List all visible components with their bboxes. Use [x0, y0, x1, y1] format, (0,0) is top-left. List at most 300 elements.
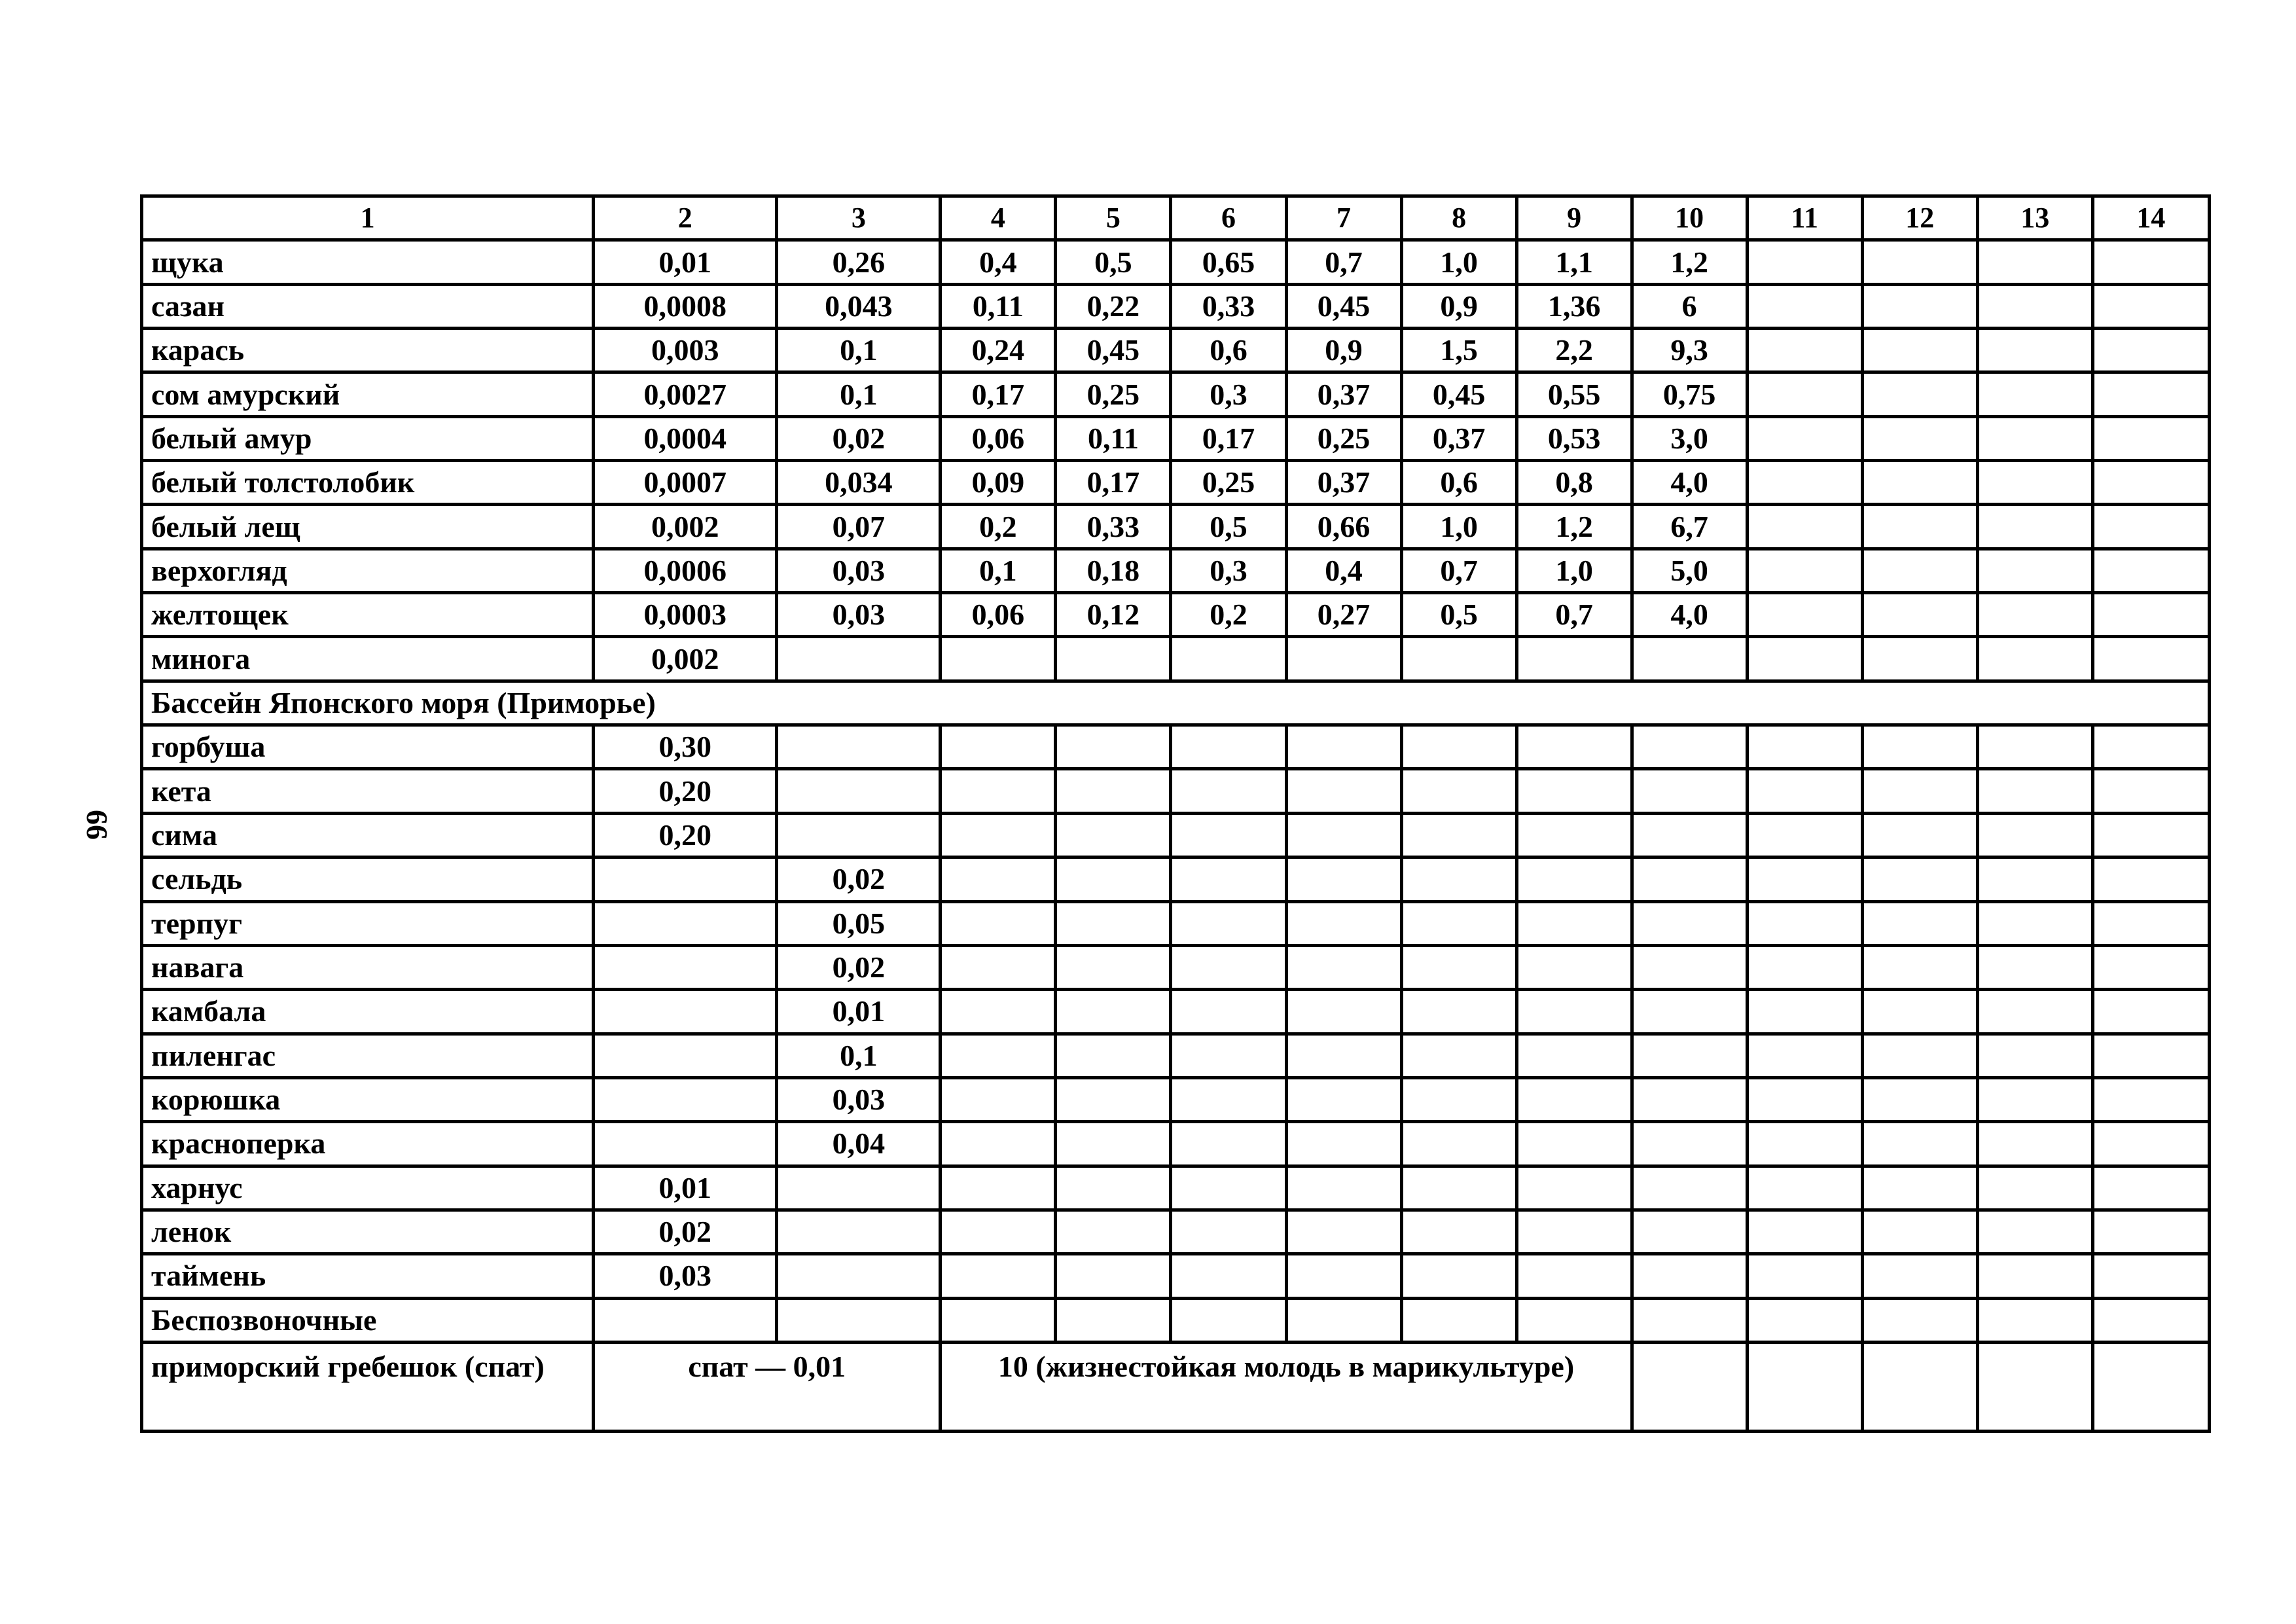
value-cell — [1286, 813, 1401, 857]
value-cell — [2092, 1034, 2209, 1077]
value-cell — [1171, 637, 1286, 681]
value-cell — [1171, 945, 1286, 989]
value-cell — [1747, 945, 1862, 989]
table-row — [142, 1298, 2210, 1342]
value-cell — [1977, 329, 2092, 372]
value-cell — [1286, 901, 1401, 945]
value-cell: 0,05 — [777, 901, 941, 945]
table-row — [142, 549, 2210, 592]
species-name: Беспозвоночные — [142, 1298, 594, 1342]
value-cell: 0,02 — [594, 1210, 777, 1254]
value-cell — [1862, 1342, 1977, 1431]
value-cell: 0,9 — [1286, 329, 1401, 372]
value-cell — [1977, 416, 2092, 460]
value-cell — [1862, 945, 1977, 989]
value-cell — [1977, 372, 2092, 416]
value-cell — [1632, 1122, 1747, 1166]
value-cell — [1977, 813, 2092, 857]
value-cell — [1516, 1122, 1632, 1166]
column-number: 14 — [2092, 196, 2209, 240]
value-cell — [1516, 1210, 1632, 1254]
table-row — [142, 1166, 2210, 1210]
value-cell — [2092, 329, 2209, 372]
value-cell: 0,25 — [1056, 372, 1171, 416]
value-cell: 0,02 — [777, 857, 941, 901]
value-cell: 0,7 — [1286, 240, 1401, 284]
note-cell: 10 (жизнестойкая молодь в марикультуре) — [941, 1342, 1632, 1431]
value-cell: 0,20 — [594, 769, 777, 813]
value-cell — [1171, 1166, 1286, 1210]
value-cell — [1747, 549, 1862, 592]
value-cell — [1056, 945, 1171, 989]
value-cell — [1977, 593, 2092, 637]
value-cell — [1977, 637, 2092, 681]
value-cell — [1862, 240, 1977, 284]
value-cell — [1171, 1122, 1286, 1166]
value-cell: 0,17 — [1056, 461, 1171, 505]
value-cell: 0,3 — [1171, 372, 1286, 416]
value-cell — [777, 813, 941, 857]
value-cell — [2092, 813, 2209, 857]
value-cell: 0,25 — [1286, 416, 1401, 460]
value-cell — [1286, 1254, 1401, 1298]
value-cell: 0,03 — [594, 1254, 777, 1298]
value-cell — [1401, 1210, 1516, 1254]
value-cell — [2092, 240, 2209, 284]
value-cell — [1977, 990, 2092, 1034]
species-name: красноперка — [142, 1122, 594, 1166]
value-cell — [1056, 990, 1171, 1034]
value-cell — [1862, 284, 1977, 328]
value-cell — [1056, 1210, 1171, 1254]
table-row — [142, 1210, 2210, 1254]
value-cell — [1171, 1210, 1286, 1254]
value-cell: 0,03 — [777, 549, 941, 592]
table-row — [142, 461, 2210, 505]
value-cell: 0,01 — [594, 1166, 777, 1210]
value-cell — [1862, 593, 1977, 637]
value-cell — [941, 857, 1056, 901]
value-cell — [1171, 1298, 1286, 1342]
value-cell: 0,75 — [1632, 372, 1747, 416]
value-cell — [1171, 769, 1286, 813]
value-cell — [2092, 1342, 2209, 1431]
value-cell — [2092, 461, 2209, 505]
value-cell: 0,33 — [1171, 284, 1286, 328]
value-cell — [1286, 1034, 1401, 1077]
value-cell: 0,18 — [1056, 549, 1171, 592]
value-cell — [1632, 1342, 1747, 1431]
value-cell — [1747, 813, 1862, 857]
value-cell: 0,0003 — [594, 593, 777, 637]
value-cell: 0,24 — [941, 329, 1056, 372]
value-cell — [1171, 1034, 1286, 1077]
column-number: 8 — [1401, 196, 1516, 240]
value-cell — [1516, 769, 1632, 813]
value-cell: 0,9 — [1401, 284, 1516, 328]
value-cell — [1171, 857, 1286, 901]
value-cell: 0,55 — [1516, 372, 1632, 416]
value-cell — [594, 857, 777, 901]
value-cell: 3,0 — [1632, 416, 1747, 460]
value-cell: 0,37 — [1286, 372, 1401, 416]
value-cell — [941, 1298, 1056, 1342]
value-cell — [2092, 725, 2209, 769]
value-cell — [594, 1077, 777, 1121]
value-cell — [1516, 1166, 1632, 1210]
value-cell: 2,2 — [1516, 329, 1632, 372]
species-name: карась — [142, 329, 594, 372]
value-cell — [594, 1034, 777, 1077]
value-cell — [1977, 284, 2092, 328]
value-cell — [1747, 505, 1862, 549]
value-cell: 6,7 — [1632, 505, 1747, 549]
species-name: терпуг — [142, 901, 594, 945]
value-cell — [594, 901, 777, 945]
value-cell: 0,5 — [1401, 593, 1516, 637]
table-row — [142, 725, 2210, 769]
value-cell — [1862, 990, 1977, 1034]
value-cell — [1747, 329, 1862, 372]
value-cell — [1401, 769, 1516, 813]
value-cell: 0,26 — [777, 240, 941, 284]
value-cell — [1747, 990, 1862, 1034]
value-cell: 1,36 — [1516, 284, 1632, 328]
value-cell — [1516, 1298, 1632, 1342]
table-row — [142, 1254, 2210, 1298]
value-cell — [1516, 990, 1632, 1034]
value-cell — [1747, 1166, 1862, 1210]
column-number: 5 — [1056, 196, 1171, 240]
value-cell: 4,0 — [1632, 593, 1747, 637]
value-cell — [1401, 1034, 1516, 1077]
value-cell: 1,5 — [1401, 329, 1516, 372]
value-cell — [1747, 593, 1862, 637]
table-row — [142, 1077, 2210, 1121]
value-cell — [1632, 1254, 1747, 1298]
value-cell: 0,66 — [1286, 505, 1401, 549]
value-cell — [1286, 857, 1401, 901]
value-cell: 4,0 — [1632, 461, 1747, 505]
value-cell — [1747, 1034, 1862, 1077]
value-cell — [1401, 1122, 1516, 1166]
value-cell — [1862, 1122, 1977, 1166]
value-cell: 0,03 — [777, 1077, 941, 1121]
value-cell — [777, 637, 941, 681]
value-cell — [1862, 769, 1977, 813]
value-cell — [1862, 1254, 1977, 1298]
value-cell — [1747, 372, 1862, 416]
value-cell: 0,27 — [1286, 593, 1401, 637]
value-cell — [2092, 1122, 2209, 1166]
value-cell — [1056, 1166, 1171, 1210]
value-cell — [1862, 461, 1977, 505]
value-cell — [1747, 1342, 1862, 1431]
value-cell: 0,0007 — [594, 461, 777, 505]
value-cell — [1401, 857, 1516, 901]
value-cell — [1977, 1254, 2092, 1298]
value-cell — [1401, 1077, 1516, 1121]
value-cell — [1056, 725, 1171, 769]
value-cell — [941, 901, 1056, 945]
value-cell — [2092, 372, 2209, 416]
value-cell — [1862, 329, 1977, 372]
table-row — [142, 769, 2210, 813]
value-cell — [1977, 461, 2092, 505]
value-cell — [941, 637, 1056, 681]
value-cell — [1977, 1298, 2092, 1342]
value-cell — [1516, 945, 1632, 989]
value-cell — [777, 725, 941, 769]
species-name: горбуша — [142, 725, 594, 769]
column-number: 11 — [1747, 196, 1862, 240]
value-cell — [2092, 549, 2209, 592]
table-body — [142, 196, 2210, 1432]
value-cell: 0,1 — [777, 1034, 941, 1077]
value-cell: 1,2 — [1516, 505, 1632, 549]
value-cell — [594, 1298, 777, 1342]
value-cell — [2092, 990, 2209, 1034]
value-cell — [1401, 1298, 1516, 1342]
value-cell — [1862, 813, 1977, 857]
value-cell — [1862, 725, 1977, 769]
value-cell — [2092, 1298, 2209, 1342]
value-cell: 0,4 — [1286, 549, 1401, 592]
value-cell — [1632, 725, 1747, 769]
value-cell: 0,0027 — [594, 372, 777, 416]
value-cell — [1286, 769, 1401, 813]
value-cell — [1977, 901, 2092, 945]
value-cell: 0,4 — [941, 240, 1056, 284]
value-cell — [1286, 1122, 1401, 1166]
value-cell — [1632, 769, 1747, 813]
table-row — [142, 416, 2210, 460]
value-cell: 0,02 — [777, 945, 941, 989]
value-cell — [1747, 1077, 1862, 1121]
value-cell — [1401, 813, 1516, 857]
value-cell: 5,0 — [1632, 549, 1747, 592]
column-numbers-row — [142, 196, 2210, 240]
value-cell — [1862, 505, 1977, 549]
species-name: харнус — [142, 1166, 594, 1210]
value-cell — [1171, 725, 1286, 769]
value-cell — [1862, 416, 1977, 460]
value-cell — [941, 1122, 1056, 1166]
value-cell: 0,7 — [1401, 549, 1516, 592]
table-row — [142, 372, 2210, 416]
value-cell — [1632, 1166, 1747, 1210]
value-cell — [1977, 1210, 2092, 1254]
value-cell — [1747, 901, 1862, 945]
value-cell — [1862, 1166, 1977, 1210]
table-row — [142, 505, 2210, 549]
value-cell: 0,12 — [1056, 593, 1171, 637]
species-name: навага — [142, 945, 594, 989]
value-cell: 0,37 — [1286, 461, 1401, 505]
spat-value: спат — 0,01 — [594, 1342, 941, 1431]
section-row — [142, 681, 2210, 725]
value-cell — [1401, 945, 1516, 989]
value-cell — [777, 1210, 941, 1254]
table-row — [142, 990, 2210, 1034]
table-row — [142, 1034, 2210, 1077]
page-number: 66 — [81, 810, 114, 840]
value-cell: 9,3 — [1632, 329, 1747, 372]
value-cell — [1862, 857, 1977, 901]
value-cell — [1171, 1254, 1286, 1298]
table-row — [142, 1342, 2210, 1431]
value-cell: 1,0 — [1401, 240, 1516, 284]
value-cell — [1056, 901, 1171, 945]
value-cell — [1286, 637, 1401, 681]
value-cell — [1516, 813, 1632, 857]
value-cell — [1977, 1166, 2092, 1210]
value-cell — [1056, 1298, 1171, 1342]
value-cell — [777, 769, 941, 813]
value-cell: 0,2 — [1171, 593, 1286, 637]
species-name: белый толстолобик — [142, 461, 594, 505]
value-cell — [941, 990, 1056, 1034]
value-cell: 0,0006 — [594, 549, 777, 592]
value-cell — [2092, 769, 2209, 813]
value-cell — [1632, 901, 1747, 945]
column-number: 10 — [1632, 196, 1747, 240]
value-cell: 0,01 — [594, 240, 777, 284]
species-name: пиленгас — [142, 1034, 594, 1077]
value-cell: 0,5 — [1056, 240, 1171, 284]
column-number: 2 — [594, 196, 777, 240]
value-cell: 0,3 — [1171, 549, 1286, 592]
value-cell — [1171, 1077, 1286, 1121]
value-cell — [1516, 1034, 1632, 1077]
value-cell — [1977, 1034, 2092, 1077]
value-cell: 0,1 — [777, 372, 941, 416]
value-cell — [1632, 1034, 1747, 1077]
column-number: 1 — [142, 196, 594, 240]
value-cell — [1977, 549, 2092, 592]
value-cell: 0,8 — [1516, 461, 1632, 505]
column-number: 7 — [1286, 196, 1401, 240]
value-cell: 0,003 — [594, 329, 777, 372]
table-row — [142, 813, 2210, 857]
value-cell — [1632, 945, 1747, 989]
value-cell: 0,2 — [941, 505, 1056, 549]
value-cell — [1286, 725, 1401, 769]
value-cell — [777, 1298, 941, 1342]
value-cell: 0,1 — [941, 549, 1056, 592]
value-cell — [1632, 857, 1747, 901]
value-cell: 0,25 — [1171, 461, 1286, 505]
value-cell — [941, 1166, 1056, 1210]
value-cell — [594, 945, 777, 989]
value-cell: 1,1 — [1516, 240, 1632, 284]
value-cell — [1286, 990, 1401, 1034]
value-cell — [1977, 725, 2092, 769]
value-cell — [1862, 372, 1977, 416]
species-name: минога — [142, 637, 594, 681]
value-cell — [1516, 1077, 1632, 1121]
value-cell — [1286, 945, 1401, 989]
value-cell — [1862, 1077, 1977, 1121]
column-number: 9 — [1516, 196, 1632, 240]
value-cell: 0,03 — [777, 593, 941, 637]
value-cell — [1286, 1210, 1401, 1254]
value-cell — [1401, 1166, 1516, 1210]
value-cell: 0,11 — [1056, 416, 1171, 460]
value-cell: 0,02 — [777, 416, 941, 460]
value-cell: 0,30 — [594, 725, 777, 769]
value-cell — [1747, 1254, 1862, 1298]
value-cell — [941, 1077, 1056, 1121]
column-number: 13 — [1977, 196, 2092, 240]
value-cell — [1286, 1166, 1401, 1210]
value-cell: 0,53 — [1516, 416, 1632, 460]
value-cell — [1056, 813, 1171, 857]
value-cell — [1056, 637, 1171, 681]
value-cell — [1747, 416, 1862, 460]
fish-data-table — [140, 194, 2211, 1433]
value-cell: 0,6 — [1171, 329, 1286, 372]
value-cell — [941, 725, 1056, 769]
value-cell: 6 — [1632, 284, 1747, 328]
value-cell — [1516, 637, 1632, 681]
value-cell: 1,0 — [1516, 549, 1632, 592]
value-cell: 0,034 — [777, 461, 941, 505]
value-cell — [1056, 857, 1171, 901]
value-cell: 0,002 — [594, 505, 777, 549]
value-cell — [1056, 1254, 1171, 1298]
value-cell — [1977, 769, 2092, 813]
value-cell — [1862, 901, 1977, 945]
value-cell — [777, 1166, 941, 1210]
species-name: кета — [142, 769, 594, 813]
value-cell — [941, 945, 1056, 989]
value-cell — [1171, 813, 1286, 857]
value-cell: 0,45 — [1401, 372, 1516, 416]
species-name: таймень — [142, 1254, 594, 1298]
value-cell — [1747, 240, 1862, 284]
species-name: сима — [142, 813, 594, 857]
species-name: желтощек — [142, 593, 594, 637]
value-cell — [1632, 1077, 1747, 1121]
species-name: приморский гребешок (спат) — [142, 1342, 594, 1431]
value-cell: 0,1 — [777, 329, 941, 372]
value-cell: 0,6 — [1401, 461, 1516, 505]
value-cell — [1401, 901, 1516, 945]
value-cell — [2092, 1210, 2209, 1254]
table-row — [142, 240, 2210, 284]
value-cell — [941, 813, 1056, 857]
value-cell — [1977, 505, 2092, 549]
value-cell — [1747, 857, 1862, 901]
value-cell: 0,33 — [1056, 505, 1171, 549]
value-cell — [1632, 1298, 1747, 1342]
value-cell: 0,07 — [777, 505, 941, 549]
value-cell — [1171, 990, 1286, 1034]
value-cell — [1862, 1210, 1977, 1254]
value-cell — [1401, 990, 1516, 1034]
table-row — [142, 329, 2210, 372]
species-name: щука — [142, 240, 594, 284]
value-cell — [1747, 1210, 1862, 1254]
species-name: верхогляд — [142, 549, 594, 592]
value-cell — [2092, 284, 2209, 328]
value-cell: 0,043 — [777, 284, 941, 328]
value-cell — [1516, 1254, 1632, 1298]
value-cell — [1747, 461, 1862, 505]
table-row — [142, 284, 2210, 328]
table-row — [142, 1122, 2210, 1166]
